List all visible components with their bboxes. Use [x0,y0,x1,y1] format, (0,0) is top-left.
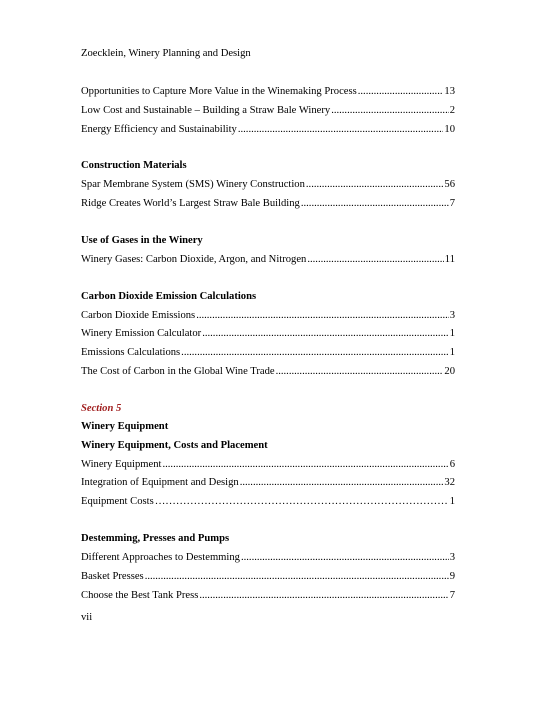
toc-entry-page: 9 [449,571,455,582]
toc-entry[interactable] [81,179,455,190]
toc-entry[interactable] [81,477,455,488]
toc-heading: Carbon Dioxide Emission Calculations [81,291,257,302]
toc-heading: Destemming, Presses and Pumps [81,533,230,544]
toc-entry-title: The Cost of Carbon in the Global Wine Trade [81,366,275,377]
toc-entry-page: 1 [449,347,455,358]
toc-leader [181,347,449,358]
toc-entry-page: 11 [444,254,455,265]
toc-entry-page: 56 [444,179,455,190]
toc-entry[interactable] [81,254,455,265]
toc-leader [202,328,449,339]
toc-entry[interactable] [81,347,455,358]
toc-entry-title: Ridge Creates World’s Largest Straw Bale Building [81,198,300,209]
toc-entry-title: Low Cost and Sustainable – Building a Straw Bale Winery [81,105,331,116]
toc-leader [276,366,444,377]
toc-entry-title: Choose the Best Tank Press [81,590,199,601]
toc-entry-title: Emissions Calculations [81,347,181,358]
toc-entry-title: Spar Membrane System (SMS) Winery Construction [81,179,305,190]
toc-entry-page: 6 [449,459,455,470]
running-header: Zoecklein, Winery Planning and Design [81,48,251,59]
toc-entry[interactable] [81,496,455,507]
toc-entry-page: 3 [449,552,455,563]
toc-leader [162,459,448,470]
toc-leader [358,86,444,97]
toc-entry-page: 20 [444,366,455,377]
toc-heading: Use of Gases in the Winery [81,235,203,246]
toc-entry[interactable] [81,590,455,601]
toc-entry-page: 2 [449,105,455,116]
toc-entry-title: Opportunities to Capture More Value in the Winemaking Process [81,86,357,97]
toc-entry[interactable] [81,198,455,209]
toc-leader [306,179,444,190]
toc-leader [307,254,443,265]
toc-entry-title: Winery Gases: Carbon Dioxide, Argon, and Nitrogen [81,254,307,265]
toc-entry[interactable] [81,105,455,116]
toc-entry[interactable] [81,571,455,582]
toc-leader [155,496,449,507]
page-number: vii [81,612,93,623]
toc-entry-title: Carbon Dioxide Emissions [81,310,196,321]
toc-entry-page: 32 [444,477,455,488]
toc-entry-page: 7 [449,198,455,209]
toc-leader [145,571,449,582]
toc-entry[interactable] [81,86,455,97]
toc-entry[interactable] [81,328,455,339]
toc-leader [196,310,449,321]
toc-entry-title: Winery Emission Calculator [81,328,202,339]
toc-entry-title: Different Approaches to Destemming [81,552,240,563]
toc-entry[interactable] [81,552,455,563]
toc-entry-title: Equipment Costs [81,496,154,507]
toc-entry-title: Energy Efficiency and Sustainability [81,124,237,135]
toc-heading: Winery Equipment, Costs and Placement [81,440,268,451]
toc-heading: Winery Equipment [81,421,169,432]
toc-leader [331,105,449,116]
toc-leader [241,552,449,563]
toc-leader [240,477,444,488]
toc-entry[interactable] [81,459,455,470]
toc-entry-page: 13 [444,86,455,97]
toc-entry-page: 10 [444,124,455,135]
toc-entry-page: 1 [449,496,455,507]
toc-entry[interactable] [81,366,455,377]
toc-entry-title: Winery Equipment [81,459,162,470]
toc-leader [301,198,449,209]
toc-entry[interactable] [81,310,455,321]
toc-entry[interactable] [81,124,455,135]
toc-leader [238,124,444,135]
toc-entry-page: 1 [449,328,455,339]
toc-entry-title: Basket Presses [81,571,144,582]
toc-entry-page: 3 [449,310,455,321]
section-label: Section 5 [81,403,122,414]
toc-entry-page: 7 [449,590,455,601]
toc-heading: Construction Materials [81,160,187,171]
toc-entry-title: Integration of Equipment and Design [81,477,239,488]
toc-leader [199,590,448,601]
